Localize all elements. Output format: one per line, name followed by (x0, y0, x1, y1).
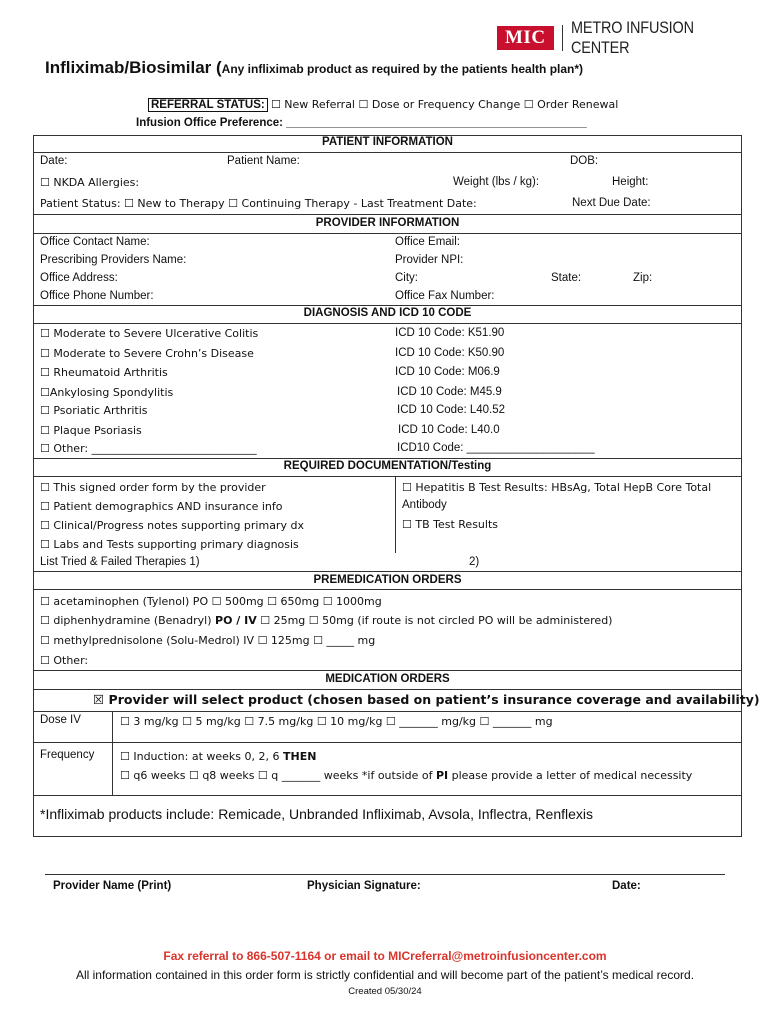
signature-date[interactable]: Date: (612, 880, 641, 892)
hep-b-continued: Antibody (402, 499, 447, 511)
referral-options[interactable]: ☐ New Referral ☐ Dose or Frequency Change ☐ Order Renewal (270, 98, 619, 111)
diphenhydramine-option[interactable] (40, 614, 612, 627)
medication-heading: MEDICATION ORDERS (325, 673, 450, 685)
dx-checkbox[interactable]: ☐Ankylosing Spondylitis (40, 386, 174, 399)
next-due-date-field[interactable]: Next Due Date: (572, 197, 651, 209)
dx-code: ICD 10 Code: K50.90 (395, 347, 505, 359)
office-phone-field[interactable]: Office Phone Number: (40, 290, 154, 302)
provider-name-print[interactable]: Provider Name (Print) (53, 880, 172, 892)
dx-checkbox[interactable]: ☐ Plaque Psoriasis (40, 424, 142, 437)
doc-divider (395, 476, 396, 553)
doc-checkbox[interactable]: ☐ Clinical/Progress notes supporting primary dx (40, 519, 304, 532)
methylprednisolone-option[interactable]: ☐ methylprednisolone (Solu-Medrol) IV ☐ 125mg ☐ _____ mg (40, 634, 376, 647)
provider-select-checkbox[interactable]: ☒ Provider will select product (chosen based on patient’s insurance coverage and availability) (93, 692, 760, 707)
premed-other-field[interactable]: ☐ Other: (40, 654, 89, 667)
dx-code: ICD 10 Code: L40.52 (397, 404, 506, 416)
dx-code: ICD 10 Code: K51.90 (395, 327, 505, 339)
fax-referral-line: Fax referral to 866-507-1164 or email to MICreferral@metroinfusioncenter.com (163, 949, 607, 963)
induction-option[interactable] (120, 750, 316, 763)
doc-checkbox[interactable]: ☐ This signed order form by the provider (40, 481, 266, 494)
rule (33, 214, 742, 215)
rule (33, 323, 742, 324)
logo-name: METRO INFUSION CENTER (571, 18, 695, 57)
office-address-field[interactable]: Office Address: (40, 272, 118, 284)
title-sub: Any infliximab product as required by the patients health plan*) (221, 62, 584, 76)
rule (33, 689, 742, 690)
dx-checkbox[interactable]: ☐ Moderate to Severe Crohn’s Disease (40, 347, 254, 360)
rule (33, 589, 742, 590)
referral-status (148, 98, 618, 111)
documentation-heading: REQUIRED DOCUMENTATION/Testing (283, 460, 492, 472)
rule (33, 795, 742, 796)
title-main: Infliximab/Biosimilar ( (45, 58, 222, 77)
dx-code: ICD 10 Code: L40.0 (398, 424, 500, 436)
tb-checkbox[interactable]: ☐ TB Test Results (402, 518, 498, 531)
rule (33, 458, 742, 459)
zip-field[interactable]: Zip: (633, 272, 653, 284)
office-email-field[interactable]: Office Email: (395, 236, 460, 248)
state-field[interactable]: State: (551, 272, 582, 284)
then-label: THEN (283, 750, 317, 763)
city-field[interactable]: City: (395, 272, 418, 284)
office-fax-field[interactable]: Office Fax Number: (395, 290, 495, 302)
rule (33, 152, 742, 153)
induction-label: ☐ Induction: at weeks 0, 2, 6 (120, 750, 284, 763)
products-note: *Infliximab products include: Remicade, Unbranded Infliximab, Avsola, Inflectra, Renflexis (40, 806, 594, 822)
tried-failed-second[interactable]: 2) (469, 556, 480, 568)
dx-checkbox[interactable]: ☐ Psoriatic Arthritis (40, 404, 148, 417)
pi-label: PI (435, 769, 449, 782)
rule (33, 571, 742, 572)
metro-infusion-logo (497, 18, 770, 57)
form-title (45, 58, 583, 78)
patient-name-field[interactable]: Patient Name: (227, 155, 300, 167)
dx-checkbox[interactable]: ☐ Moderate to Severe Ulcerative Colitis (40, 327, 259, 340)
height-field[interactable]: Height: (612, 176, 649, 188)
rule (33, 711, 742, 712)
patient-status-field[interactable]: Patient Status: ☐ New to Therapy ☐ Continuing Therapy - Last Treatment Date: (40, 197, 477, 210)
dose-label: Dose IV (40, 714, 81, 726)
hep-b-checkbox[interactable]: ☐ Hepatitis B Test Results: HBsAg, Total HepB Core Total (402, 481, 712, 494)
diphenhydramine-doses: ☐ 25mg ☐ 50mg (if route is not circled PO will be administered) (256, 614, 613, 627)
logo-mark: MIC (497, 26, 554, 50)
provider-info-heading: PROVIDER INFORMATION (315, 217, 460, 229)
tried-failed-field[interactable]: List Tried & Failed Therapies 1) (40, 556, 200, 568)
maintenance-option[interactable] (120, 769, 692, 782)
dx-other-field[interactable]: ☐ Other: ______________________________ (40, 442, 257, 455)
diagnosis-heading: DIAGNOSIS AND ICD 10 CODE (303, 307, 472, 319)
acetaminophen-option[interactable]: ☐ acetaminophen (Tylenol) PO ☐ 500mg ☐ 650mg ☐ 1000mg (40, 595, 382, 608)
rule (33, 476, 742, 477)
med-divider (112, 711, 113, 795)
patient-info-heading: PATIENT INFORMATION (322, 136, 453, 148)
route-label: PO / IV (215, 614, 257, 627)
dx-code: ICD 10 Code: M45.9 (397, 386, 502, 398)
office-contact-field[interactable]: Office Contact Name: (40, 236, 150, 248)
created-date: Created 05/30/24 (348, 986, 422, 997)
referral-label: REFERRAL STATUS: (148, 98, 268, 112)
date-field[interactable]: Date: (40, 155, 68, 167)
maintenance-label: ☐ q6 weeks ☐ q8 weeks ☐ q _______ weeks *if outside of (120, 769, 436, 782)
logo-divider (562, 25, 564, 51)
office-preference[interactable]: Infusion Office Preference: _______________________________________________ (136, 117, 587, 129)
dx-checkbox[interactable]: ☐ Rheumatoid Arthritis (40, 366, 168, 379)
signature-line (45, 874, 725, 875)
provider-npi-field[interactable]: Provider NPI: (395, 254, 464, 266)
doc-checkbox[interactable]: ☐ Patient demographics AND insurance info (40, 500, 283, 513)
prescribing-provider-field[interactable]: Prescribing Providers Name: (40, 254, 187, 266)
frequency-label: Frequency (40, 749, 95, 761)
dx-code: ICD 10 Code: M06.9 (395, 366, 500, 378)
premed-heading: PREMEDICATION ORDERS (313, 574, 462, 586)
dose-options[interactable]: ☐ 3 mg/kg ☐ 5 mg/kg ☐ 7.5 mg/kg ☐ 10 mg/kg ☐ _______ mg/kg ☐ _______ mg (120, 715, 553, 728)
rule (33, 233, 742, 234)
maintenance-note: please provide a letter of medical necessity (448, 769, 693, 782)
nkda-allergies-field[interactable]: ☐ NKDA Allergies: (40, 176, 140, 189)
doc-checkbox[interactable]: ☐ Labs and Tests supporting primary diagnosis (40, 538, 299, 551)
dx-other-code-field[interactable]: ICD10 Code: ____________________ (397, 442, 595, 454)
rule (33, 670, 742, 671)
rule (33, 305, 742, 306)
diphenhydramine-label: ☐ diphenhydramine (Benadryl) (40, 614, 216, 627)
confidentiality-notice: All information contained in this order form is strictly confidential and will become part of the patient’s medical record. (75, 968, 695, 982)
dob-field[interactable]: DOB: (570, 155, 599, 167)
weight-field[interactable]: Weight (lbs / kg): (453, 176, 540, 188)
physician-signature[interactable]: Physician Signature: (307, 880, 421, 892)
rule (33, 742, 742, 743)
